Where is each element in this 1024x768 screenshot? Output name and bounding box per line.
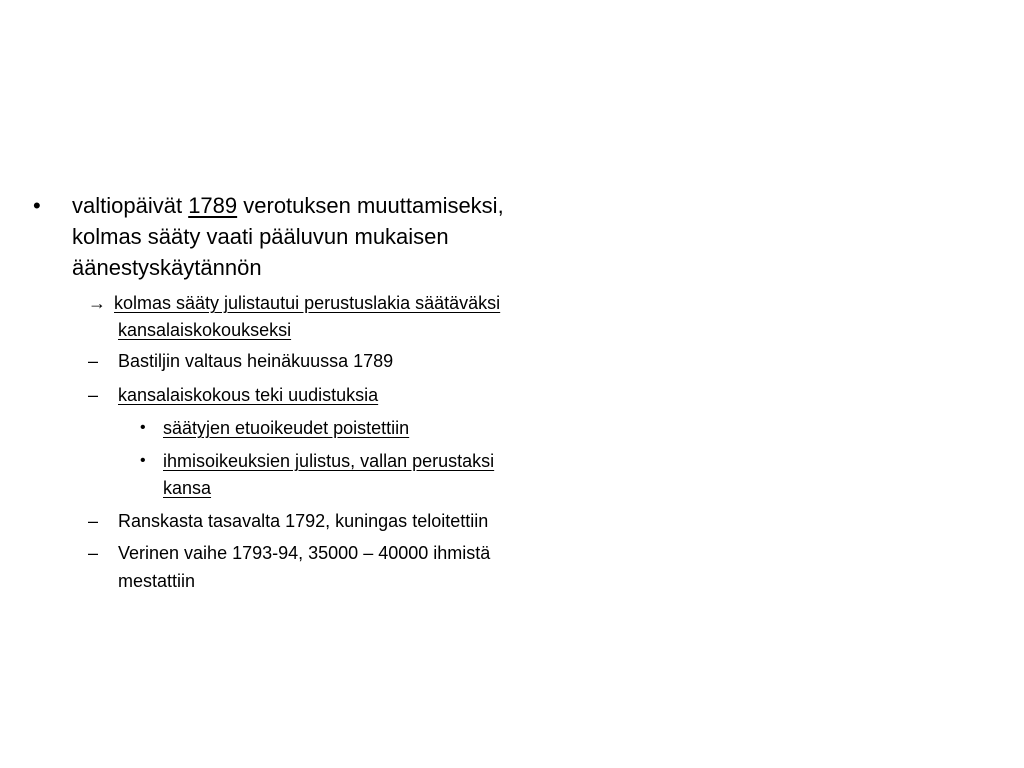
main-bullet-text-start: valtiopäivät [72, 193, 189, 218]
dash-marker: – [88, 511, 99, 531]
bullet-icon: • [140, 452, 146, 469]
main-bullet-text-end: verotuksen muuttamiseksi, [237, 193, 504, 218]
verinen-item-line-1: Verinen vaihe 1793-94, 35000 – 40000 ihmistä [118, 543, 491, 563]
bullet-icon: • [140, 419, 146, 436]
uudistuksia-link[interactable]: kansalaiskokous teki uudistuksia [118, 385, 379, 405]
ihmisoikeudet-link-line-2[interactable]: kansa [163, 478, 212, 498]
bastilji-item: Bastiljin valtaus heinäkuussa 1789 [118, 351, 394, 371]
main-bullet-line-3: äänestyskäytännön [72, 255, 262, 280]
etuoikeudet-link[interactable]: säätyjen etuoikeudet poistettiin [163, 418, 410, 438]
kansalaiskokous-link-line-2[interactable]: kansalaiskokoukseksi [118, 320, 292, 340]
kansalaiskokous-link-line-1[interactable]: kolmas sääty julistautui perustuslakia säätäväksi [114, 293, 501, 313]
dash-marker: – [88, 543, 99, 563]
main-bullet-line-1 [72, 191, 504, 221]
dash-marker: – [88, 351, 99, 371]
year-1789-link[interactable]: 1789 [188, 193, 238, 218]
dash-marker: – [88, 385, 99, 405]
main-bullet-line-2: kolmas sääty vaati pääluvun mukaisen [72, 224, 449, 249]
bullet-icon: • [33, 193, 41, 218]
tasavalta-item: Ranskasta tasavalta 1792, kuningas teloitettiin [118, 511, 489, 531]
verinen-item-line-2: mestattiin [118, 571, 196, 591]
arrow-right-icon: → [88, 293, 106, 313]
ihmisoikeudet-link-line-1[interactable]: ihmisoikeuksien julistus, vallan perustaksi [163, 451, 495, 471]
